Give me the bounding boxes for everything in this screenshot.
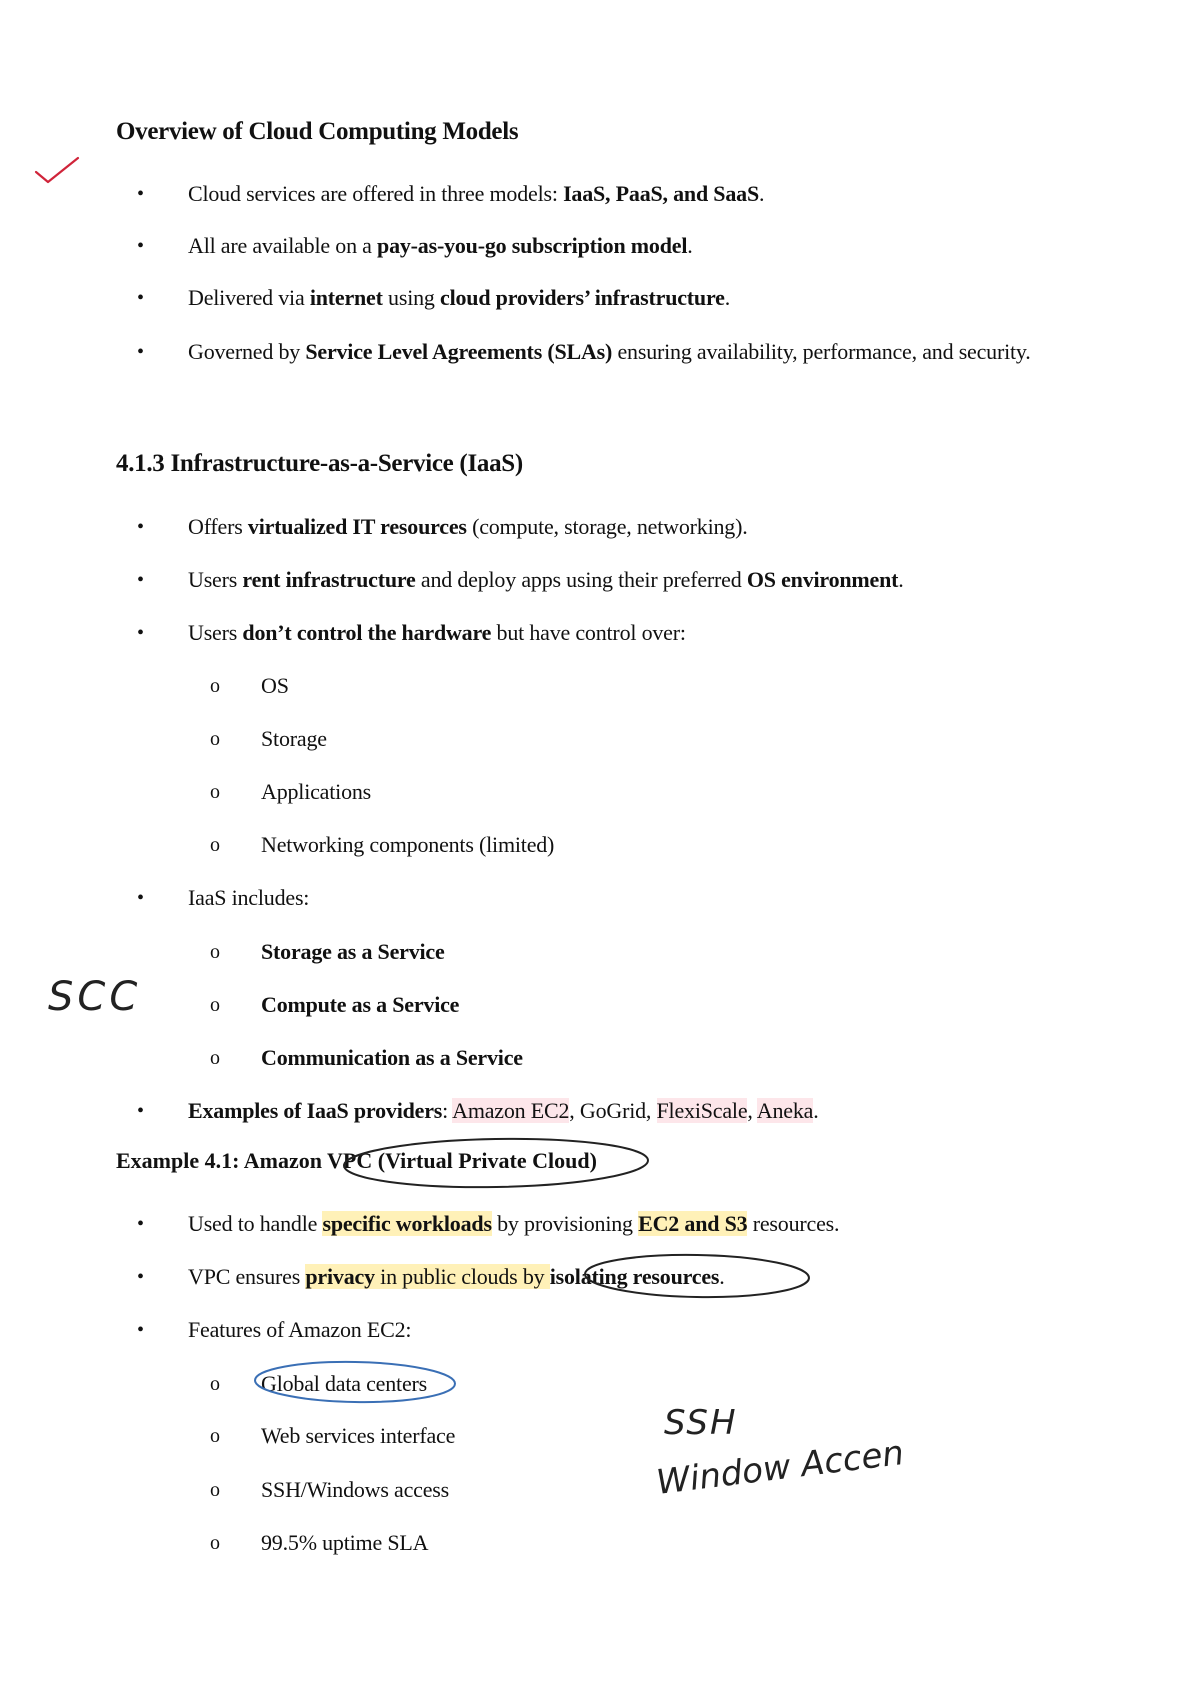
list-item: [188, 338, 1088, 366]
list-item: [188, 513, 1088, 541]
text: .: [724, 285, 731, 310]
sub-bullet-glyph: o: [210, 1373, 220, 1395]
list-item: [188, 619, 1088, 647]
sub-list-item: Applications: [261, 779, 372, 804]
section-title-iaas: 4.1.3 Infrastructure-as-a-Service (IaaS): [116, 450, 523, 477]
bullet-glyph: •: [137, 622, 145, 644]
bold-text: cloud providers’ infrastructure: [440, 285, 725, 310]
text: .: [719, 1264, 725, 1289]
sub-bullet-glyph: o: [210, 1425, 220, 1447]
highlighted-text: privacy: [305, 1264, 375, 1289]
text: using: [382, 285, 441, 310]
bold-text: don’t control the hardware: [242, 620, 492, 645]
bullet-glyph: •: [137, 235, 145, 257]
bold-text: Examples of IaaS providers: [188, 1098, 443, 1123]
sub-bullet-glyph: o: [210, 1479, 220, 1501]
sub-list-item: Storage as a Service: [261, 939, 445, 964]
bullet-glyph: •: [137, 569, 145, 591]
list-item: [188, 284, 1088, 312]
text: (compute, storage, networking).: [466, 514, 748, 539]
bold-text: pay-as-you-go subscription model: [377, 233, 688, 258]
sub-list-item: Communication as a Service: [261, 1045, 523, 1070]
list-item: IaaS includes:: [188, 885, 310, 910]
text: , GoGrid,: [569, 1098, 657, 1123]
section-title-overview: Overview of Cloud Computing Models: [116, 118, 519, 145]
text: .: [813, 1098, 819, 1123]
text: but have control over:: [491, 620, 686, 645]
text: and deploy apps using their preferred: [415, 567, 747, 592]
sub-bullet-glyph: o: [210, 1047, 220, 1069]
bullet-glyph: •: [137, 1319, 145, 1341]
text: .: [898, 567, 904, 592]
highlighted-text: Amazon EC2: [452, 1098, 570, 1123]
highlighted-text: Aneka: [756, 1098, 814, 1123]
list-item: [188, 1263, 1088, 1291]
list-item: [188, 566, 1088, 594]
sub-bullet-glyph: o: [210, 834, 220, 856]
text: Users: [188, 620, 243, 645]
bold-text: IaaS, PaaS, and SaaS: [563, 181, 759, 206]
highlighted-text: FlexiScale: [656, 1098, 748, 1123]
text: All are available on a: [188, 233, 378, 258]
bold-text: OS environment: [746, 567, 899, 592]
bullet-glyph: •: [137, 183, 145, 205]
text: resources.: [747, 1211, 840, 1236]
text: Offers: [188, 514, 248, 539]
handwritten-scc: SCC: [48, 974, 142, 1020]
text: Delivered via: [188, 285, 310, 310]
bullet-glyph: •: [137, 887, 145, 909]
list-item: Features of Amazon EC2:: [188, 1317, 412, 1342]
circled-text: VPC (Virtual Private Cloud): [327, 1148, 597, 1173]
bold-text: rent infrastructure: [242, 567, 416, 592]
bold-text: internet: [309, 285, 383, 310]
sub-list-item: Global data centers: [261, 1371, 428, 1396]
example-title: [116, 1148, 597, 1174]
sub-list-item: Networking components (limited): [261, 832, 555, 857]
bullet-glyph: •: [137, 1213, 145, 1235]
bold-text: Service Level Agreements (SLAs): [305, 339, 613, 364]
checkmark-icon: [36, 158, 78, 182]
bullet-glyph: •: [137, 1100, 145, 1122]
text: Cloud services are offered in three models:: [188, 181, 564, 206]
bullet-glyph: •: [137, 341, 145, 363]
highlighted-text: EC2 and S3: [638, 1211, 748, 1236]
list-item: [188, 180, 1088, 208]
text: ,: [747, 1098, 757, 1123]
text: ensuring availability, performance, and security.: [612, 339, 1031, 364]
sub-list-item: Compute as a Service: [261, 992, 460, 1017]
highlighted-text: specific workloads: [322, 1211, 492, 1236]
sub-list-item: SSH/Windows access: [261, 1477, 449, 1502]
sub-bullet-glyph: o: [210, 728, 220, 750]
bold-text: virtualized IT resources: [247, 514, 467, 539]
handwritten-ssh: SSH: [664, 1403, 738, 1443]
sub-list-item: Web services interface: [261, 1423, 456, 1448]
text: Users: [188, 567, 243, 592]
sub-list-item: 99.5% uptime SLA: [261, 1530, 429, 1555]
sub-bullet-glyph: o: [210, 675, 220, 697]
text: Governed by: [188, 339, 306, 364]
text: :: [442, 1098, 453, 1123]
sub-list-item: OS: [261, 673, 289, 698]
sub-bullet-glyph: o: [210, 781, 220, 803]
sub-bullet-glyph: o: [210, 1532, 220, 1554]
text: .: [758, 181, 765, 206]
bold-text: isolating resources: [549, 1264, 720, 1289]
bullet-glyph: •: [137, 516, 145, 538]
sub-bullet-glyph: o: [210, 941, 220, 963]
text: VPC ensures: [188, 1264, 306, 1289]
bullet-glyph: •: [137, 287, 145, 309]
sub-bullet-glyph: o: [210, 994, 220, 1016]
list-item: [188, 232, 1088, 260]
text: .: [687, 233, 693, 258]
handwritten-window-access: Window Accen: [654, 1432, 906, 1503]
text: Used to handle: [188, 1211, 323, 1236]
sub-list-item: Storage: [261, 726, 327, 751]
list-item: [188, 1097, 1088, 1125]
list-item: [188, 1210, 1088, 1238]
text: Example 4.1: Amazon: [116, 1148, 328, 1173]
bullet-glyph: •: [137, 1266, 145, 1288]
highlighted-text: in public clouds by: [374, 1264, 550, 1289]
text: by provisioning: [491, 1211, 639, 1236]
